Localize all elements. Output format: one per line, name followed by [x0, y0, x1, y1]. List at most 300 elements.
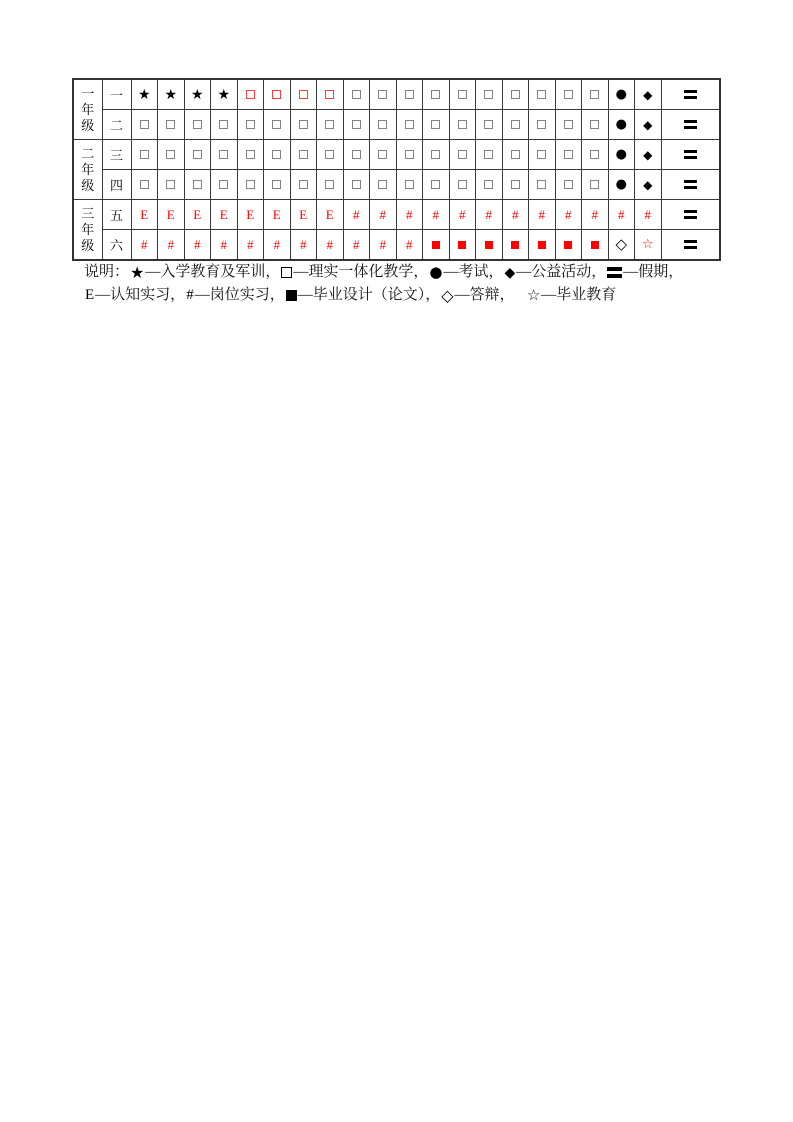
star-filled-icon: ★	[130, 262, 145, 282]
square-outline-icon	[431, 120, 440, 129]
square-outline-icon	[484, 120, 493, 129]
legend-line	[84, 284, 684, 307]
square-filled-icon	[485, 241, 493, 249]
schedule-cell	[131, 230, 158, 261]
schedule-cell-holiday	[661, 110, 720, 140]
legend-item	[129, 264, 280, 280]
diamond-outline-icon: ◇	[615, 235, 628, 254]
schedule-row	[73, 140, 720, 170]
schedule-cell	[449, 230, 476, 261]
square-filled-icon	[432, 241, 440, 249]
legend-item	[440, 287, 507, 303]
schedule-cell	[343, 110, 370, 140]
square-outline-icon	[352, 90, 361, 99]
schedule-cell	[476, 110, 503, 140]
schedule-cell	[608, 110, 635, 140]
square-outline-icon	[325, 180, 334, 189]
schedule-cell	[317, 79, 344, 110]
hash-symbol: #	[591, 207, 598, 223]
hash-symbol: #	[379, 207, 386, 223]
schedule-cell	[317, 140, 344, 170]
square-outline-icon	[458, 150, 467, 159]
square-outline-icon	[299, 120, 308, 129]
schedule-cell	[502, 140, 529, 170]
schedule-cell	[635, 79, 662, 110]
square-outline-icon	[219, 120, 228, 129]
schedule-cell	[264, 79, 291, 110]
schedule-cell	[555, 110, 582, 140]
square-outline-icon	[246, 180, 255, 189]
schedule-cell	[264, 110, 291, 140]
legend-item	[185, 287, 285, 303]
hash-symbol: #	[644, 207, 651, 223]
schedule-cell	[423, 110, 450, 140]
star-outline-icon: ☆	[641, 237, 654, 253]
grade-label: 三 年 级	[73, 200, 102, 261]
square-outline-icon	[166, 120, 175, 129]
schedule-cell	[476, 200, 503, 230]
square-outline-icon	[378, 90, 387, 99]
holiday-bars-icon	[684, 90, 697, 99]
legend-item-label: —入学教育及军训，	[145, 264, 281, 280]
schedule-cell	[211, 110, 238, 140]
square-outline-icon	[299, 150, 308, 159]
schedule-cell	[529, 200, 556, 230]
square-outline-icon	[431, 180, 440, 189]
square-outline-icon	[564, 150, 573, 159]
legend-item-label: —考试，	[443, 264, 504, 280]
legend-item	[606, 264, 683, 280]
square-outline-icon	[431, 90, 440, 99]
schedule-cell	[264, 230, 291, 261]
schedule-cell	[582, 140, 609, 170]
schedule-cell	[529, 110, 556, 140]
schedule-cell	[237, 79, 264, 110]
schedule-cell	[396, 170, 423, 200]
schedule-cell	[529, 79, 556, 110]
letter-e-symbol: E	[272, 207, 281, 223]
semester-label: 四	[102, 170, 131, 200]
square-outline-icon	[378, 150, 387, 159]
semester-label: 五	[102, 200, 131, 230]
schedule-cell	[555, 140, 582, 170]
circle-filled-icon: ●	[615, 177, 627, 193]
square-outline-icon	[272, 180, 281, 189]
legend-item-label: —认知实习，	[95, 287, 186, 303]
schedule-cell	[608, 140, 635, 170]
square-outline-icon	[166, 150, 175, 159]
square-outline-icon	[511, 120, 520, 129]
schedule-cell	[317, 200, 344, 230]
schedule-cell	[635, 200, 662, 230]
square-filled-icon	[511, 241, 519, 249]
schedule-cell	[131, 110, 158, 140]
schedule-cell	[211, 230, 238, 261]
square-outline-icon	[219, 150, 228, 159]
schedule-cell	[211, 170, 238, 200]
semester-label: 六	[102, 230, 131, 261]
hash-symbol: #	[512, 207, 519, 223]
legend-item	[504, 264, 607, 280]
hash-symbol: #	[353, 207, 360, 223]
legend-item-label: —岗位实习，	[194, 287, 285, 303]
hash-symbol: #	[167, 237, 174, 253]
schedule-cell	[582, 79, 609, 110]
schedule-cell	[343, 170, 370, 200]
star-filled-icon: ★	[217, 86, 231, 103]
schedule-table-body	[73, 79, 720, 260]
schedule-cell	[608, 230, 635, 261]
semester-label: 三	[102, 140, 131, 170]
diamond-filled-icon: ◆	[643, 177, 653, 192]
schedule-cell	[582, 200, 609, 230]
schedule-cell	[131, 140, 158, 170]
hash-symbol: #	[406, 207, 413, 223]
schedule-cell	[264, 140, 291, 170]
schedule-cell	[635, 230, 662, 261]
schedule-cell	[184, 200, 211, 230]
schedule-cell	[608, 79, 635, 110]
circle-filled-icon: ●	[429, 263, 443, 282]
square-outline-icon	[405, 150, 414, 159]
schedule-cell	[343, 200, 370, 230]
legend-item	[428, 264, 503, 280]
square-outline-icon	[564, 90, 573, 99]
square-outline-icon	[537, 150, 546, 159]
schedule-cell	[237, 170, 264, 200]
star-filled-icon: ★	[190, 86, 204, 103]
schedule-cell	[396, 230, 423, 261]
schedule-cell	[396, 79, 423, 110]
legend-item	[280, 264, 428, 280]
square-outline-icon	[166, 180, 175, 189]
schedule-cell	[184, 79, 211, 110]
legend-item-label: —答辩，	[454, 287, 508, 303]
holiday-bars-icon	[684, 210, 697, 219]
holiday-bars-icon	[684, 240, 697, 249]
schedule-cell	[211, 79, 238, 110]
schedule-cell	[555, 200, 582, 230]
legend-item-label: —公益活动，	[516, 264, 607, 280]
square-outline-icon	[378, 120, 387, 129]
semester-label: 一	[102, 79, 131, 110]
square-outline-red-icon	[246, 90, 255, 99]
hash-symbol: #	[432, 207, 439, 223]
schedule-cell	[555, 230, 582, 261]
square-outline-icon	[246, 150, 255, 159]
square-outline-icon	[140, 180, 149, 189]
hash-symbol: #	[538, 207, 545, 223]
schedule-cell	[290, 170, 317, 200]
schedule-cell	[264, 200, 291, 230]
schedule-table	[72, 78, 721, 261]
square-outline-icon	[272, 150, 281, 159]
schedule-cell	[158, 140, 185, 170]
schedule-cell	[370, 230, 397, 261]
legend-item-label: —毕业教育	[541, 287, 617, 303]
schedule-cell	[476, 230, 503, 261]
schedule-cell	[423, 140, 450, 170]
star-filled-icon: ★	[137, 86, 151, 103]
schedule-cell	[449, 200, 476, 230]
hash-symbol: #	[326, 237, 333, 253]
hash-symbol: #	[186, 287, 194, 304]
schedule-cell	[449, 110, 476, 140]
schedule-row	[73, 79, 720, 110]
square-outline-icon	[325, 150, 334, 159]
holiday-bars-icon	[684, 180, 697, 189]
schedule-cell	[158, 200, 185, 230]
letter-e-symbol: E	[325, 207, 334, 223]
schedule-cell	[211, 140, 238, 170]
schedule-cell	[237, 230, 264, 261]
star-outline-icon: ☆	[526, 286, 541, 305]
schedule-cell	[317, 230, 344, 261]
square-outline-icon	[458, 180, 467, 189]
schedule-cell-holiday	[661, 170, 720, 200]
schedule-cell	[423, 170, 450, 200]
square-outline-icon	[405, 120, 414, 129]
square-filled-icon	[564, 241, 572, 249]
schedule-cell	[502, 79, 529, 110]
schedule-cell	[476, 140, 503, 170]
schedule-cell	[529, 230, 556, 261]
schedule-cell	[317, 170, 344, 200]
circle-filled-icon: ●	[615, 147, 627, 163]
letter-e-symbol: E	[219, 207, 228, 223]
star-filled-icon: ★	[164, 86, 178, 103]
schedule-cell	[184, 140, 211, 170]
schedule-cell	[158, 79, 185, 110]
grade-label: 一 年 级	[73, 79, 102, 140]
diamond-filled-icon: ◆	[643, 117, 653, 132]
schedule-cell	[290, 140, 317, 170]
square-outline-icon	[431, 150, 440, 159]
square-filled-icon	[591, 241, 599, 249]
legend-item	[84, 287, 185, 303]
circle-filled-icon: ●	[615, 87, 627, 103]
diamond-outline-icon: ◇	[441, 285, 454, 305]
schedule-cell	[529, 170, 556, 200]
square-outline-icon	[590, 150, 599, 159]
schedule-cell	[370, 170, 397, 200]
schedule-cell	[635, 170, 662, 200]
schedule-cell	[608, 170, 635, 200]
square-outline-icon	[590, 180, 599, 189]
schedule-row	[73, 170, 720, 200]
legend-line	[84, 261, 684, 284]
square-outline-icon	[405, 180, 414, 189]
square-outline-icon	[590, 120, 599, 129]
square-filled-icon	[458, 241, 466, 249]
schedule-cell	[317, 110, 344, 140]
square-outline-icon	[219, 180, 228, 189]
schedule-cell-holiday	[661, 230, 720, 261]
square-outline-icon	[272, 120, 281, 129]
schedule-cell	[237, 110, 264, 140]
hash-symbol: #	[618, 207, 625, 223]
schedule-cell	[290, 200, 317, 230]
schedule-cell	[396, 140, 423, 170]
square-outline-icon	[405, 90, 414, 99]
schedule-cell	[449, 170, 476, 200]
hash-symbol: #	[273, 237, 280, 253]
schedule-cell	[582, 230, 609, 261]
schedule-cell	[555, 79, 582, 110]
schedule-cell	[476, 170, 503, 200]
holiday-bars-icon	[684, 120, 697, 129]
schedule-cell	[290, 79, 317, 110]
hash-symbol: #	[459, 207, 466, 223]
holiday-bars-icon	[607, 267, 622, 278]
schedule-cell	[184, 230, 211, 261]
square-outline-icon	[378, 180, 387, 189]
legend-item-label: —毕业设计（论文），	[297, 287, 441, 303]
schedule-cell-holiday	[661, 140, 720, 170]
schedule-cell	[635, 140, 662, 170]
schedule-cell	[529, 140, 556, 170]
grade-label: 二 年 级	[73, 140, 102, 200]
schedule-cell	[396, 110, 423, 140]
schedule-cell	[370, 79, 397, 110]
diamond-filled-icon: ◆	[643, 87, 653, 102]
schedule-cell	[343, 230, 370, 261]
letter-e-symbol: E	[85, 287, 95, 304]
schedule-row	[73, 230, 720, 261]
legend-item	[507, 287, 616, 303]
square-outline-icon	[281, 267, 292, 278]
square-outline-icon	[537, 180, 546, 189]
schedule-cell	[396, 200, 423, 230]
square-outline-red-icon	[325, 90, 334, 99]
square-outline-red-icon	[272, 90, 281, 99]
schedule-cell	[423, 79, 450, 110]
schedule-cell	[608, 200, 635, 230]
square-filled-icon	[286, 290, 297, 301]
legend-prefix: 说明：	[84, 264, 130, 280]
schedule-cell	[158, 110, 185, 140]
schedule-cell	[582, 110, 609, 140]
holiday-bars-icon	[684, 150, 697, 159]
hash-symbol: #	[485, 207, 492, 223]
hash-symbol: #	[565, 207, 572, 223]
schedule-cell	[423, 230, 450, 261]
square-outline-icon	[458, 90, 467, 99]
square-outline-icon	[193, 120, 202, 129]
schedule-cell	[131, 200, 158, 230]
schedule-cell	[343, 140, 370, 170]
schedule-cell	[502, 200, 529, 230]
schedule-row	[73, 200, 720, 230]
schedule-cell	[158, 170, 185, 200]
schedule-row	[73, 110, 720, 140]
square-outline-icon	[537, 90, 546, 99]
schedule-cell	[264, 170, 291, 200]
schedule-cell	[184, 110, 211, 140]
square-outline-icon	[484, 150, 493, 159]
hash-symbol: #	[379, 237, 386, 253]
schedule-cell	[370, 110, 397, 140]
schedule-cell	[476, 79, 503, 110]
schedule-cell	[158, 230, 185, 261]
schedule-cell	[449, 79, 476, 110]
square-outline-icon	[537, 120, 546, 129]
schedule-cell	[290, 230, 317, 261]
hash-symbol: #	[194, 237, 201, 253]
hash-symbol: #	[247, 237, 254, 253]
schedule-cell	[370, 200, 397, 230]
circle-filled-icon: ●	[615, 117, 627, 133]
schedule-cell	[502, 170, 529, 200]
letter-e-symbol: E	[140, 207, 149, 223]
schedule-cell	[131, 170, 158, 200]
schedule-cell	[449, 140, 476, 170]
schedule-cell	[290, 110, 317, 140]
square-outline-icon	[325, 120, 334, 129]
legend-item-label: —假期，	[623, 264, 684, 280]
square-outline-icon	[352, 120, 361, 129]
square-outline-icon	[590, 90, 599, 99]
diamond-filled-icon: ◆	[643, 147, 653, 162]
schedule-cell	[343, 79, 370, 110]
schedule-cell	[423, 200, 450, 230]
schedule-cell	[131, 79, 158, 110]
square-outline-icon	[511, 90, 520, 99]
schedule-cell	[555, 170, 582, 200]
hash-symbol: #	[300, 237, 307, 253]
schedule-cell	[237, 140, 264, 170]
square-outline-icon	[511, 150, 520, 159]
diamond-filled-icon: ◆	[504, 264, 516, 281]
schedule-cell	[184, 170, 211, 200]
hash-symbol: #	[353, 237, 360, 253]
square-outline-icon	[484, 90, 493, 99]
square-outline-icon	[193, 180, 202, 189]
square-filled-icon	[538, 241, 546, 249]
square-outline-icon	[352, 180, 361, 189]
square-outline-red-icon	[299, 90, 308, 99]
schedule-cell-holiday	[661, 79, 720, 110]
square-outline-icon	[511, 180, 520, 189]
square-outline-icon	[140, 150, 149, 159]
semester-label: 二	[102, 110, 131, 140]
square-outline-icon	[299, 180, 308, 189]
schedule-cell	[502, 110, 529, 140]
square-outline-icon	[246, 120, 255, 129]
hash-symbol: #	[141, 237, 148, 253]
square-outline-icon	[352, 150, 361, 159]
schedule-cell	[211, 200, 238, 230]
legend-item	[285, 287, 441, 303]
schedule-cell-holiday	[661, 200, 720, 230]
square-outline-icon	[458, 120, 467, 129]
schedule-cell	[582, 170, 609, 200]
square-outline-icon	[564, 120, 573, 129]
hash-symbol: #	[406, 237, 413, 253]
legend	[84, 261, 684, 307]
schedule-cell	[370, 140, 397, 170]
schedule-cell	[237, 200, 264, 230]
square-outline-icon	[140, 120, 149, 129]
hash-symbol: #	[220, 237, 227, 253]
letter-e-symbol: E	[193, 207, 202, 223]
square-outline-icon	[564, 180, 573, 189]
letter-e-symbol: E	[299, 207, 308, 223]
letter-e-symbol: E	[166, 207, 175, 223]
schedule-cell	[635, 110, 662, 140]
square-outline-icon	[193, 150, 202, 159]
letter-e-symbol: E	[246, 207, 255, 223]
